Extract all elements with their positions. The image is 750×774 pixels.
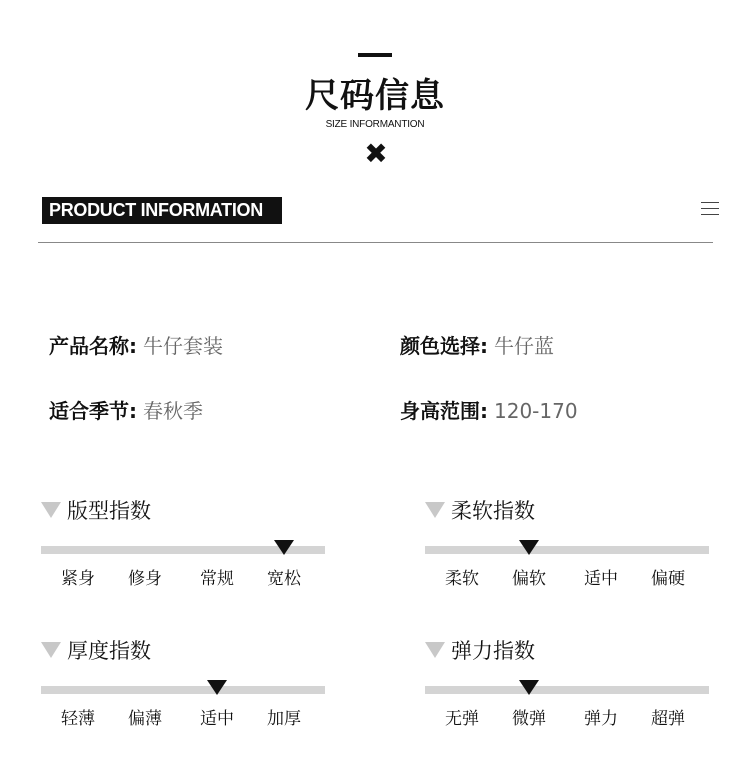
info-height-range bbox=[400, 398, 578, 424]
thickness-index-level: 轻薄 bbox=[61, 709, 95, 729]
title-dash bbox=[358, 53, 392, 57]
elasticity-index-level: 弹力 bbox=[584, 709, 618, 729]
softness-index-level: 适中 bbox=[584, 569, 618, 589]
softness-index-level: 柔软 bbox=[445, 569, 479, 589]
fit-index-heading bbox=[41, 498, 151, 524]
thickness-index-bar bbox=[41, 686, 325, 694]
softness-index-level: 偏硬 bbox=[651, 569, 685, 589]
info-label: 适合季节: bbox=[49, 399, 137, 423]
thickness-index-level: 加厚 bbox=[267, 709, 301, 729]
thickness-index-heading bbox=[41, 638, 151, 664]
triangle-down-icon bbox=[41, 502, 61, 518]
thickness-index-level: 偏薄 bbox=[128, 709, 162, 729]
triangle-down-icon bbox=[425, 642, 445, 658]
section-banner: PRODUCT INFORMATION bbox=[42, 197, 282, 224]
close-icon: ✖ bbox=[364, 137, 388, 170]
elasticity-index-level: 超弹 bbox=[651, 709, 685, 729]
elasticity-index-level: 微弹 bbox=[512, 709, 546, 729]
info-label: 产品名称: bbox=[49, 334, 137, 358]
thickness-index-title: 厚度指数 bbox=[67, 639, 151, 663]
elasticity-index-marker bbox=[519, 680, 539, 695]
thickness-index-level: 适中 bbox=[200, 709, 234, 729]
softness-index-bar bbox=[425, 546, 709, 554]
thickness-index-marker bbox=[207, 680, 227, 695]
info-color bbox=[400, 333, 554, 359]
info-label: 颜色选择: bbox=[400, 334, 488, 358]
elasticity-index-bar bbox=[425, 686, 709, 694]
softness-index-marker bbox=[519, 540, 539, 555]
fit-index-marker bbox=[274, 540, 294, 555]
info-value: 牛仔蓝 bbox=[494, 334, 554, 358]
fit-index-level: 修身 bbox=[128, 569, 162, 589]
triangle-down-icon bbox=[425, 502, 445, 518]
softness-index-level: 偏软 bbox=[512, 569, 546, 589]
info-value: 120-170 bbox=[494, 399, 578, 423]
menu-icon[interactable] bbox=[701, 202, 719, 216]
section-divider bbox=[38, 242, 713, 243]
elasticity-index-heading bbox=[425, 638, 535, 664]
info-product-name bbox=[49, 333, 223, 359]
elasticity-index-title: 弹力指数 bbox=[451, 639, 535, 663]
fit-index-level: 宽松 bbox=[267, 569, 301, 589]
fit-index-level: 紧身 bbox=[61, 569, 95, 589]
info-value: 牛仔套装 bbox=[143, 334, 223, 358]
softness-index-title: 柔软指数 bbox=[451, 499, 535, 523]
fit-index-title: 版型指数 bbox=[67, 499, 151, 523]
elasticity-index-level: 无弹 bbox=[445, 709, 479, 729]
info-label: 身高范围: bbox=[400, 399, 488, 423]
softness-index-heading bbox=[425, 498, 535, 524]
page-title: 尺码信息 bbox=[305, 76, 445, 116]
info-value: 春秋季 bbox=[143, 399, 203, 423]
triangle-down-icon bbox=[41, 642, 61, 658]
info-season bbox=[49, 398, 203, 424]
page-subtitle: SIZE INFORMANTION bbox=[325, 119, 425, 130]
fit-index-level: 常规 bbox=[200, 569, 234, 589]
